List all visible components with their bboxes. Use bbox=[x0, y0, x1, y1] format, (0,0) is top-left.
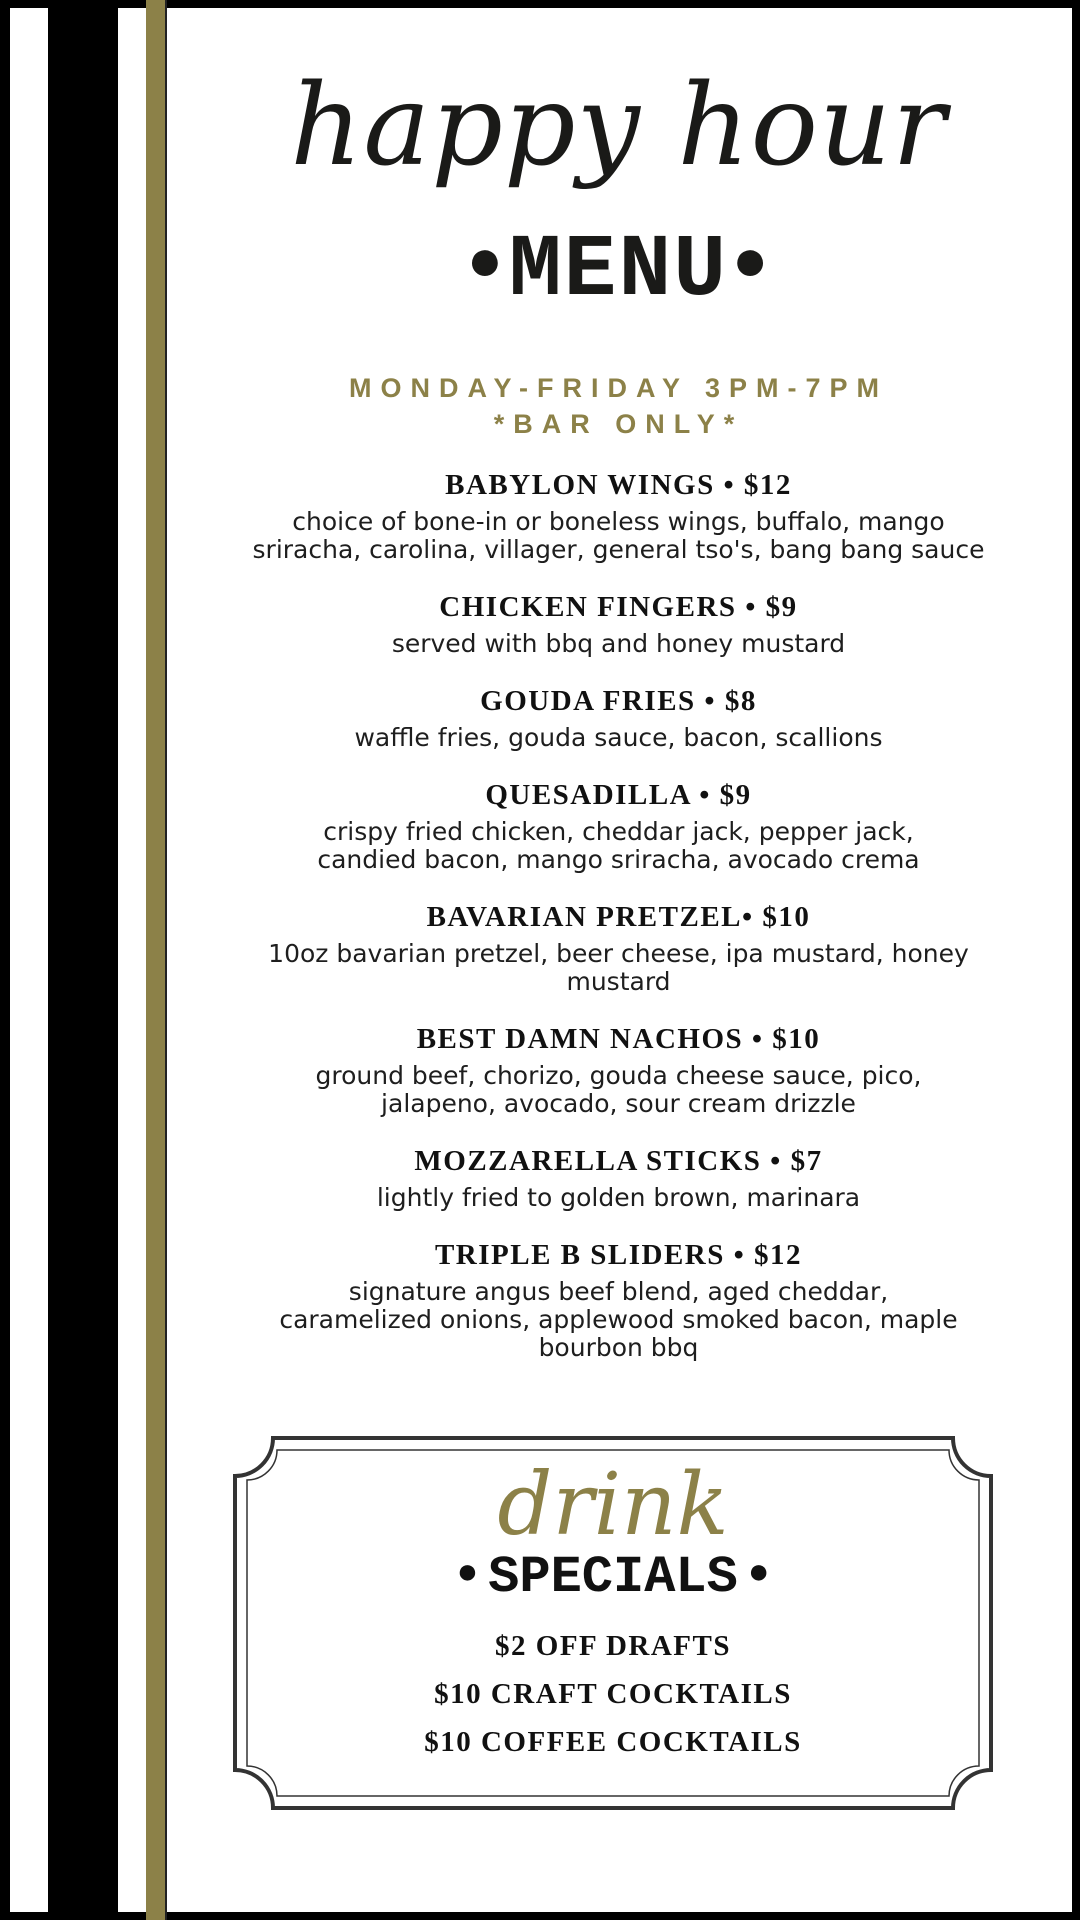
description-line: signature angus beef blend, aged cheddar, bbox=[348, 1277, 889, 1306]
left-stripe-white-inner bbox=[118, 8, 146, 1912]
menu-item-description bbox=[207, 630, 1030, 658]
description-line: 10oz bavarian pretzel, beer cheese, ipa mustard, honey bbox=[268, 939, 969, 968]
description-line: crispy fried chicken, cheddar jack, pepper jack, bbox=[323, 817, 914, 846]
script-title: happy hour bbox=[290, 61, 947, 191]
drink-script-title: drink bbox=[497, 1455, 729, 1555]
menu-item-description bbox=[207, 508, 1030, 564]
menu-item bbox=[207, 1022, 1030, 1118]
menu-item-name: BAVARIAN PRETZEL• $10 bbox=[426, 901, 811, 933]
drink-special: $10 CRAFT COCKTAILS bbox=[434, 1678, 792, 1710]
description-line: lightly fried to golden brown, marinara bbox=[376, 1183, 861, 1212]
menu-title bbox=[167, 222, 1070, 321]
menu-item-description bbox=[207, 1184, 1030, 1212]
description-line: mustard bbox=[566, 967, 671, 996]
menu-item bbox=[207, 778, 1030, 874]
description-line: candied bacon, mango sriracha, avocado crema bbox=[317, 845, 920, 874]
bullet-dot-icon: ● bbox=[466, 231, 505, 299]
menu-word: MENU bbox=[508, 222, 729, 321]
menu-item-name: GOUDA FRIES • $8 bbox=[480, 685, 757, 717]
menu-item bbox=[207, 1144, 1030, 1212]
left-stripe-black bbox=[48, 0, 118, 1920]
hours-block bbox=[167, 370, 1070, 442]
description-line: caramelized onions, applewood smoked bacon, maple bbox=[279, 1305, 958, 1334]
menu-item-name: TRIPLE B SLIDERS • $12 bbox=[434, 1239, 803, 1271]
menu-item bbox=[207, 684, 1030, 752]
menu-item-name: BEST DAMN NACHOS • $10 bbox=[416, 1023, 821, 1055]
menu-item-name: QUESADILLA • $9 bbox=[485, 779, 752, 811]
bullet-dot-icon: ● bbox=[732, 231, 771, 299]
description-line: waffle fries, gouda sauce, bacon, scallions bbox=[354, 723, 883, 752]
specials-word: SPECIALS bbox=[488, 1548, 738, 1607]
drink-specials-box bbox=[233, 1436, 993, 1810]
menu-item-name: BABYLON WINGS • $12 bbox=[445, 469, 792, 501]
menu-content bbox=[167, 0, 1070, 1920]
description-line: served with bbq and honey mustard bbox=[391, 629, 846, 658]
drink-special: $2 OFF DRAFTS bbox=[495, 1630, 731, 1662]
bullet-dot-icon: ● bbox=[747, 1553, 770, 1594]
left-stripe-gold bbox=[146, 0, 165, 1920]
menu-item-name: CHICKEN FINGERS • $9 bbox=[439, 591, 798, 623]
specials-list bbox=[233, 1622, 993, 1766]
menu-item bbox=[207, 590, 1030, 658]
menu-item-description bbox=[207, 940, 1030, 996]
description-line: ground beef, chorizo, gouda cheese sauce, pico, bbox=[315, 1061, 922, 1090]
bar-only-note: *BAR ONLY* bbox=[493, 409, 744, 439]
menu-item-description bbox=[207, 724, 1030, 752]
description-line: choice of bone-in or boneless wings, buffalo, mango bbox=[292, 507, 945, 536]
description-line: jalapeno, avocado, sour cream drizzle bbox=[381, 1089, 856, 1118]
menu-item-description bbox=[207, 818, 1030, 874]
menu-item bbox=[207, 900, 1030, 996]
hours-text: MONDAY-FRIDAY 3PM-7PM bbox=[348, 373, 889, 403]
menu-item-name: MOZZARELLA STICKS • $7 bbox=[414, 1145, 823, 1177]
menu-items bbox=[207, 468, 1030, 1388]
bullet-dot-icon: ● bbox=[456, 1553, 479, 1594]
left-stripe-white bbox=[10, 8, 48, 1912]
menu-item bbox=[207, 468, 1030, 564]
menu-item bbox=[207, 1238, 1030, 1362]
drink-special: $10 COFFEE COCKTAILS bbox=[424, 1726, 802, 1758]
description-line: sriracha, carolina, villager, general tso's, bang bang sauce bbox=[252, 535, 985, 564]
menu-item-description bbox=[207, 1062, 1030, 1118]
specials-title bbox=[233, 1548, 993, 1607]
menu-item-description bbox=[207, 1278, 1030, 1362]
description-line: bourbon bbq bbox=[538, 1333, 699, 1362]
